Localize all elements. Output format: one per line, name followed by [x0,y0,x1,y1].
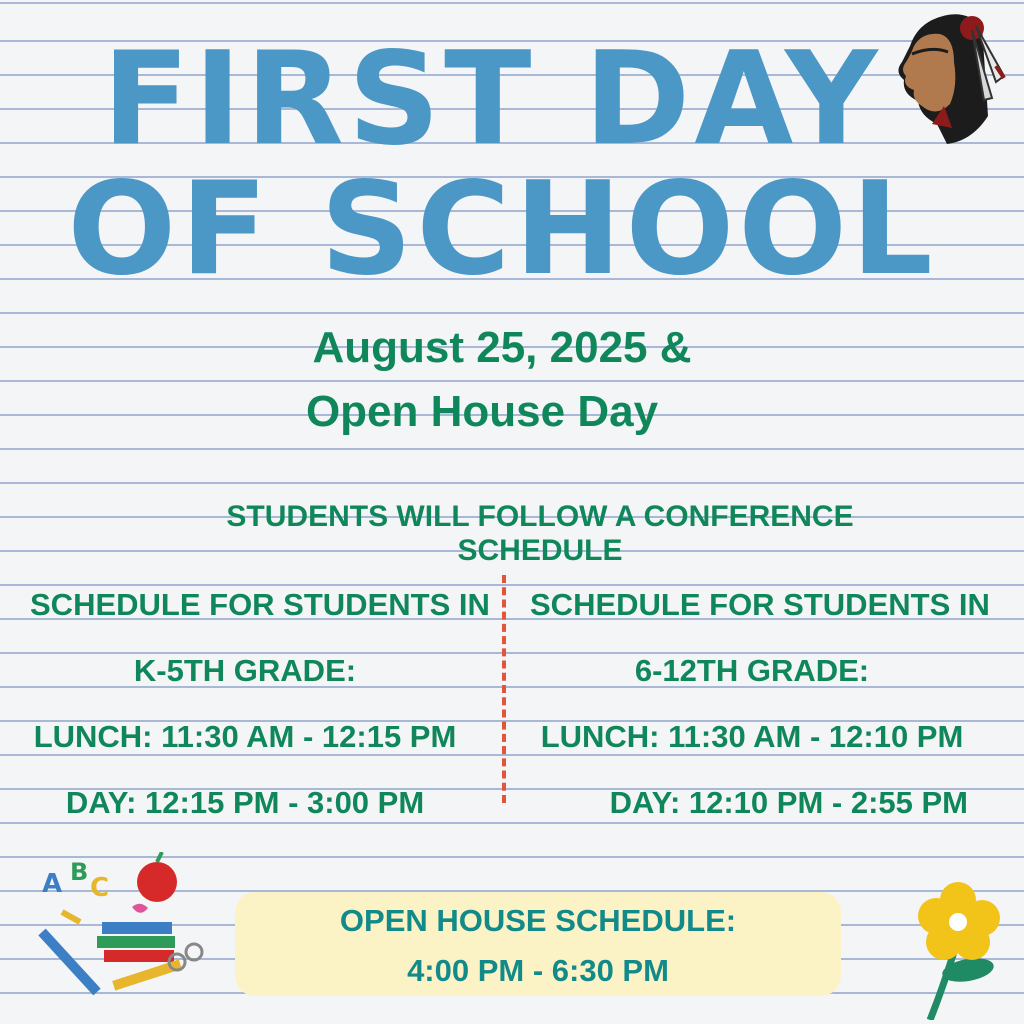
6-12-heading-1: SCHEDULE FOR STUDENTS IN [530,587,990,622]
6-12-schedule [530,572,990,836]
open-house-subtitle: Open House Day [305,387,659,436]
title-line-2: OF SCHOOL [67,155,937,304]
title-line-1: FIRST DAY [102,25,882,174]
flower-icon [892,880,1002,1020]
open-house-label: OPEN HOUSE SCHEDULE: [339,903,737,938]
date-subtitle: August 25, 2025 & [312,323,692,372]
conference-note: STUDENTS WILL FOLLOW A CONFERENCE SCHEDULE [226,500,854,567]
svg-text:A: A [42,869,63,899]
open-house-time: 4:00 PM - 6:30 PM [407,953,669,988]
k5-day: DAY: 12:15 PM - 3:00 PM [65,785,425,820]
k5-schedule [30,572,490,836]
open-house-box [235,892,841,996]
svg-text:C: C [90,873,110,903]
6-12-heading-2: 6-12TH GRADE: [634,653,870,688]
svg-text:B: B [70,858,89,886]
k5-heading-1: SCHEDULE FOR STUDENTS IN [30,587,490,622]
k5-heading-2: K-5TH GRADE: [133,653,357,688]
k5-lunch: LUNCH: 11:30 AM - 12:15 PM [33,719,457,754]
school-supplies-heart-icon [22,852,212,1002]
column-divider [502,575,506,803]
6-12-day: DAY: 12:10 PM - 2:55 PM [609,785,968,820]
6-12-lunch: LUNCH: 11:30 AM - 12:10 PM [540,719,964,754]
mascot-head-icon [892,6,1012,144]
